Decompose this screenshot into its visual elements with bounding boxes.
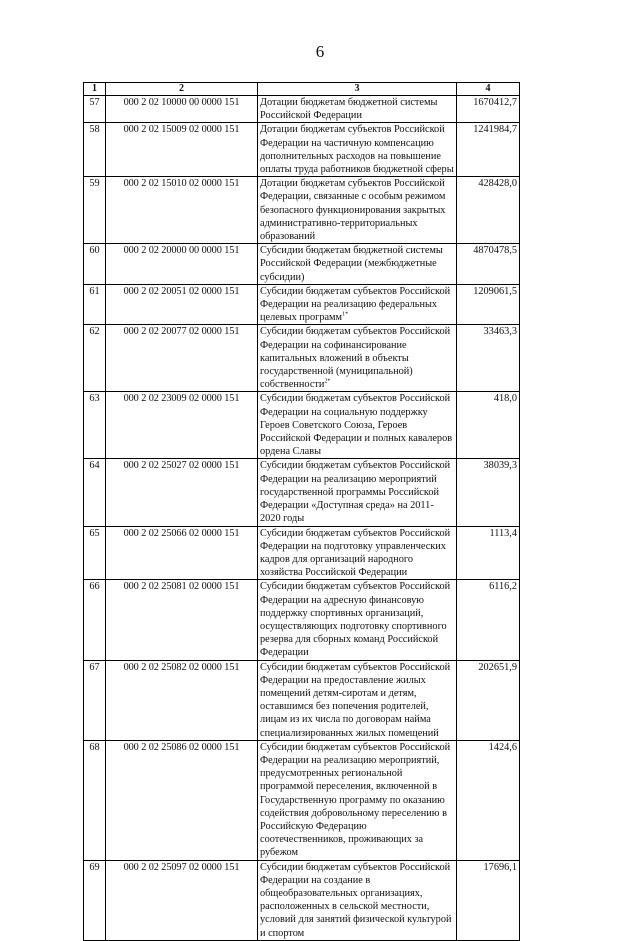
- revenue-name: Субсидии бюджетам субъектов Российской Федерации на предоставление жилых помещений детям-сиротам и детям, оставшимся без попечения родителей, лицам из их числа по договорам найма специализированных жилых помещений: [260, 661, 451, 739]
- table-row: [84, 860, 520, 940]
- table-header-row: [84, 83, 520, 96]
- row-number: 66: [84, 580, 106, 660]
- revenue-name: Дотации бюджетам субъектов Российской Федерации на частичную компенсацию дополнительных расходов на повышение оплаты труда работников бюджетной сферы: [260, 124, 454, 176]
- revenue-name-cell: [258, 123, 457, 177]
- revenue-name: Субсидии бюджетам субъектов Российской Федерации на реализацию мероприятий государственной программы Российской Федерации «Доступная среда» на 2011-2020 годы: [260, 460, 451, 525]
- table-row: [84, 459, 520, 526]
- revenue-name-cell: [258, 660, 457, 740]
- revenue-name: Субсидии бюджетам субъектов Российской Федерации на адресную финансовую поддержку спортивных организаций, осуществляющих подготовку спортивного резерва для сборных команд Российской Федерации: [260, 581, 451, 659]
- revenue-name: Дотации бюджетам бюджетной системы Российской Федерации: [260, 97, 438, 122]
- budget-code: 000 2 02 25027 02 0000 151: [106, 459, 258, 526]
- amount: 33463,3: [457, 325, 520, 392]
- amount: 1424,6: [457, 740, 520, 860]
- footnote-mark: 1*: [342, 311, 349, 318]
- row-number: 63: [84, 392, 106, 459]
- amount: 418,0: [457, 392, 520, 459]
- amount: 6116,2: [457, 580, 520, 660]
- budget-code: 000 2 02 25097 02 0000 151: [106, 860, 258, 940]
- table-row: [84, 284, 520, 325]
- budget-revenue-table: [83, 82, 520, 941]
- revenue-name-cell: [258, 459, 457, 526]
- row-number: 61: [84, 284, 106, 325]
- header-col-3: 3: [258, 83, 457, 96]
- amount: 202651,9: [457, 660, 520, 740]
- row-number: 59: [84, 177, 106, 244]
- revenue-name-cell: [258, 96, 457, 123]
- budget-code: 000 2 02 10000 00 0000 151: [106, 96, 258, 123]
- revenue-name: Субсидии бюджетам субъектов Российской Федерации на создание в общеобразовательных организациях, расположенных в сельской местности, условий для занятий физической культурой и спортом: [260, 861, 452, 939]
- revenue-name: Субсидии бюджетам бюджетной системы Российской Федерации (межбюджетные субсидии): [260, 245, 443, 283]
- row-number: 62: [84, 325, 106, 392]
- table-row: [84, 177, 520, 244]
- table-row: [84, 123, 520, 177]
- revenue-name: Субсидии бюджетам субъектов Российской Федерации на реализацию мероприятий, предусмотренных региональной программой переселения, включенной в Государственную программу по оказанию содействия добровольному переселению в Российскую Федерацию соотечественников, проживающих за рубежом: [260, 741, 451, 859]
- revenue-name-cell: [258, 860, 457, 940]
- revenue-name-cell: [258, 244, 457, 285]
- table-row: [84, 392, 520, 459]
- row-number: 64: [84, 459, 106, 526]
- revenue-name-cell: [258, 526, 457, 580]
- amount: 1241984,7: [457, 123, 520, 177]
- row-number: 60: [84, 244, 106, 285]
- table-row: [84, 325, 520, 392]
- table-row: [84, 244, 520, 285]
- budget-code: 000 2 02 20077 02 0000 151: [106, 325, 258, 392]
- footnote-mark: 2*: [324, 378, 331, 385]
- table-row: [84, 96, 520, 123]
- revenue-name: Субсидии бюджетам субъектов Российской Федерации на софинансирование капитальных вложений в объекты государственной (муниципальной) собственности: [260, 326, 451, 391]
- revenue-name-cell: [258, 325, 457, 392]
- revenue-name-cell: [258, 177, 457, 244]
- revenue-name-cell: [258, 580, 457, 660]
- row-number: 57: [84, 96, 106, 123]
- amount: 4870478,5: [457, 244, 520, 285]
- budget-code: 000 2 02 25082 02 0000 151: [106, 660, 258, 740]
- table-row: [84, 660, 520, 740]
- table-row: [84, 580, 520, 660]
- row-number: 69: [84, 860, 106, 940]
- budget-code: 000 2 02 20051 02 0000 151: [106, 284, 258, 325]
- revenue-name: Дотации бюджетам субъектов Российской Федерации, связанные с особым режимом безопасного функционирования закрытых административно-территориальных образований: [260, 178, 446, 243]
- row-number: 68: [84, 740, 106, 860]
- amount: 17696,1: [457, 860, 520, 940]
- amount: 38039,3: [457, 459, 520, 526]
- revenue-name: Субсидии бюджетам субъектов Российской Федерации на социальную поддержку Героев Советского Союза, Героев Российской Федерации и полных кавалеров ордена Славы: [260, 393, 453, 458]
- revenue-name-cell: [258, 740, 457, 860]
- header-col-4: 4: [457, 83, 520, 96]
- row-number: 67: [84, 660, 106, 740]
- header-col-1: 1: [84, 83, 106, 96]
- budget-code: 000 2 02 23009 02 0000 151: [106, 392, 258, 459]
- revenue-name-cell: [258, 284, 457, 325]
- page-number: 6: [315, 42, 325, 61]
- revenue-name: Субсидии бюджетам субъектов Российской Федерации на реализацию федеральных целевых программ: [260, 285, 451, 324]
- header-col-2: 2: [106, 83, 258, 96]
- revenue-name: Субсидии бюджетам субъектов Российской Федерации на подготовку управленческих кадров для организаций народного хозяйства Российской Федерации: [260, 527, 451, 579]
- budget-code: 000 2 02 15009 02 0000 151: [106, 123, 258, 177]
- row-number: 65: [84, 526, 106, 580]
- table-row: [84, 526, 520, 580]
- row-number: 58: [84, 123, 106, 177]
- amount: 1670412,7: [457, 96, 520, 123]
- amount: 1113,4: [457, 526, 520, 580]
- budget-code: 000 2 02 25066 02 0000 151: [106, 526, 258, 580]
- amount: 1209061,5: [457, 284, 520, 325]
- table-row: [84, 740, 520, 860]
- revenue-name-cell: [258, 392, 457, 459]
- budget-code: 000 2 02 20000 00 0000 151: [106, 244, 258, 285]
- budget-code: 000 2 02 25081 02 0000 151: [106, 580, 258, 660]
- budget-code: 000 2 02 25086 02 0000 151: [106, 740, 258, 860]
- budget-code: 000 2 02 15010 02 0000 151: [106, 177, 258, 244]
- amount: 428428,0: [457, 177, 520, 244]
